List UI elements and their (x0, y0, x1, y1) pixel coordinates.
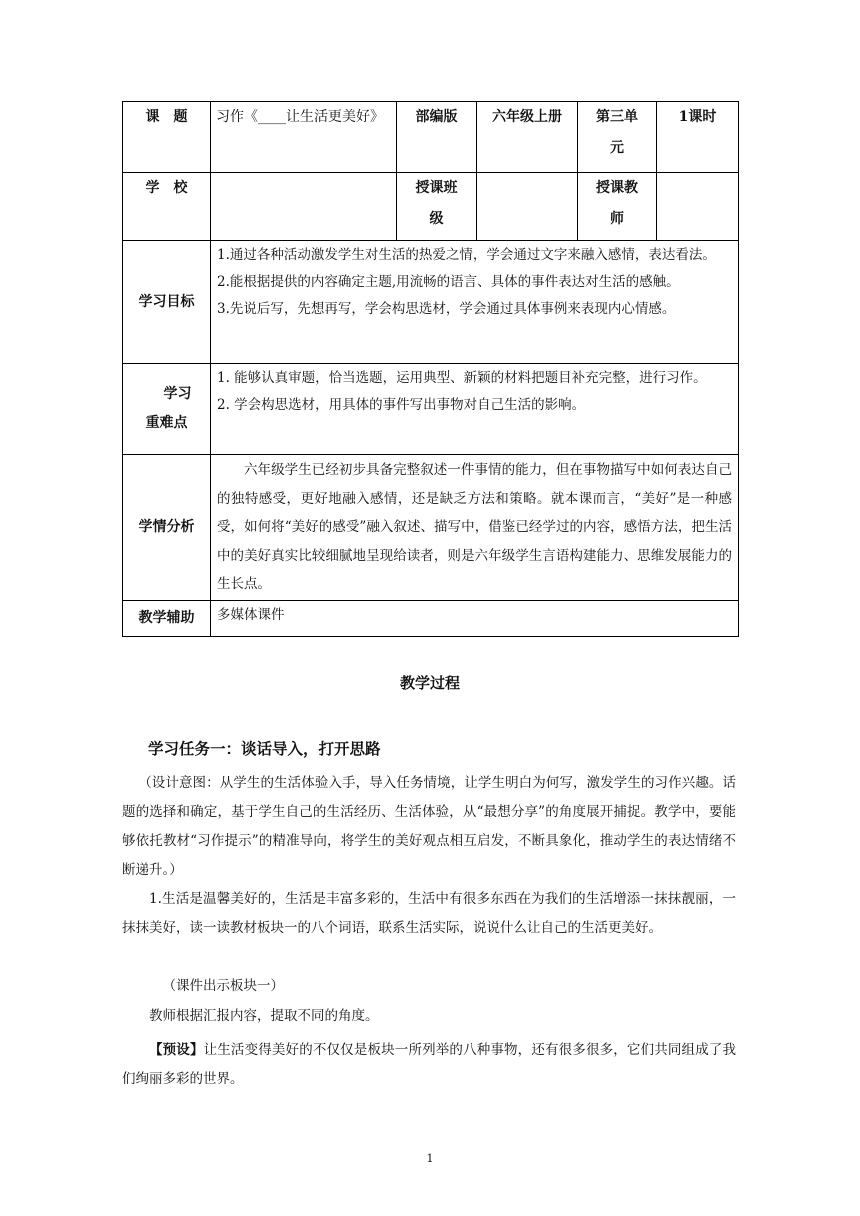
teacher-value (657, 173, 739, 241)
row-school (123, 173, 739, 241)
step-1: 1.生活是温馨美好的，生活是丰富多彩的，生活中有很多东西在为我们的生活增添一抹抹靓丽，一抹抹美好，读一读教材板块一的八个词语，联系生活实际，说说什么让自己的生活更美好。 (122, 891, 736, 936)
grade: 六年级上册 (477, 102, 578, 173)
courseware-note: （课件出示板块一） (162, 978, 284, 994)
preset-paragraph (122, 1036, 736, 1094)
label-goals: 学习目标 (123, 241, 211, 364)
row-difficulties (123, 364, 739, 455)
label-teacher: 授课教师 (578, 173, 657, 241)
class-value (477, 173, 578, 241)
label-topic: 课 题 (123, 102, 211, 173)
edition: 部编版 (397, 102, 477, 173)
goal-item: 3.先说后写，先想再写，学会构思选材，学会通过具体事例来表现内心情感。 (217, 301, 676, 317)
goal-item: 1.通过各种活动激发学生对生活的热爱之情，学会通过文字来融入感情，表达看法。 (217, 247, 716, 263)
label-aids: 教学辅助 (123, 600, 211, 636)
label-class: 授课班级 (397, 173, 477, 241)
class-hours: 1课时 (657, 102, 739, 173)
label-difficulties (123, 364, 211, 455)
unit: 第三单元 (578, 102, 657, 173)
row-topic (123, 102, 739, 173)
school-value (211, 173, 397, 241)
analysis-content: 六年级学生已经初步具备完整叙述一件事情的能力，但在事物描写中如何表达自己的独特感受，更好地融入感情，还是缺乏方法和策略。就本课而言，“美好”是一种感受，如何将“美好的感受”融入叙述、描写中，借鉴已经学过的内容，感悟方法，把生活中的美好真实比较细腻地呈现给读者，则是六年级学生言语构建能力、思维发展能力的生长点。 (211, 455, 739, 601)
difficulties-content (211, 364, 739, 455)
goal-item: 2.能根据提供的内容确定主题,用流畅的语言、具体的事件表达对生活的感触。 (217, 274, 680, 290)
label-analysis: 学情分析 (123, 455, 211, 601)
process-heading: 教学过程 (399, 674, 460, 692)
aids-content: 多媒体课件 (211, 600, 739, 636)
page-number: 1 (426, 1152, 434, 1165)
label-difficulties-line1: 学习 (163, 386, 192, 402)
row-goals (123, 241, 739, 364)
task1-heading: 学习任务一：谈话导入，打开思路 (148, 740, 381, 758)
difficulty-item: 2. 学会构思选材，用具体的事件写出事物对自己生活的影响。 (217, 397, 586, 413)
row-analysis (123, 455, 739, 601)
goals-content (211, 241, 739, 364)
lesson-info-table (122, 101, 739, 637)
row-aids (123, 600, 739, 636)
label-difficulties-line2: 重难点 (145, 415, 188, 431)
lesson-title: 习作《____让生活更美好》 (211, 102, 397, 173)
preset-text: 让生活变得美好的不仅仅是板块一所列举的八种事物，还有很多很多，它们共同组成了我们绚丽多彩的世界。 (122, 1042, 737, 1087)
difficulty-item: 1. 能够认真审题，恰当选题，运用典型、新颖的材料把题目补充完整，进行习作。 (217, 370, 707, 386)
design-intent: （设计意图：从学生的生活体验入手，导入任务情境，让学生明白为何写，激发学生的习作兴趣。话题的选择和确定，基于学生自己的生活经历、生活体验，从“最想分享”的角度展开捕捉。教学中，要能够依托教材“习作提示”的精准导向，将学生的美好观点相互启发，不断具象化，推动学生的表达情绪不断递升。） (122, 775, 736, 878)
teacher-note: 教师根据汇报内容，提取不同的角度。 (149, 1008, 379, 1024)
label-school: 学 校 (123, 173, 211, 241)
preset-tag: 【预设】 (149, 1042, 204, 1058)
